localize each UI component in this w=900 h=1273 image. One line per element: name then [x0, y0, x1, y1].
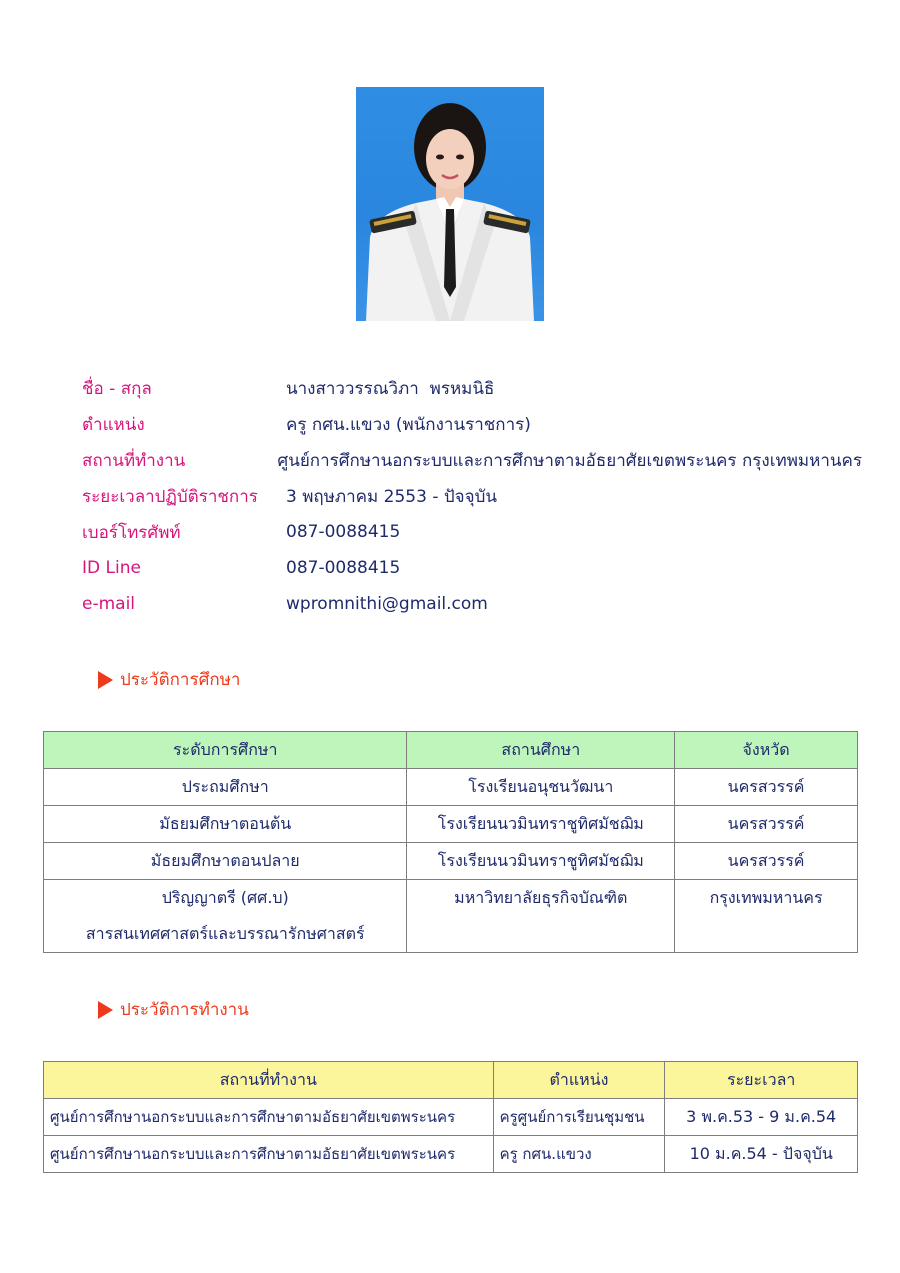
education-school: โรงเรียนนวมินทราชูทิศมัชฌิม [407, 843, 675, 880]
info-row-line-id [82, 550, 862, 586]
work-place: ศูนย์การศึกษานอกระบบและการศึกษาตามอัธยาศัยเขตพระนคร [44, 1136, 494, 1173]
education-level: มัธยมศึกษาตอนปลาย [44, 843, 407, 880]
position-value: ครู กศน.แขวง (พนักงานราชการ) [286, 414, 531, 435]
work-place: ศูนย์การศึกษานอกระบบและการศึกษาตามอัธยาศัยเขตพระนคร [44, 1099, 494, 1136]
info-row-phone [82, 514, 862, 550]
work-heading [98, 996, 249, 1023]
table-row [44, 806, 858, 843]
triangle-bullet-icon [98, 671, 113, 689]
position-label: ตำแหน่ง [82, 414, 145, 435]
education-table [43, 731, 858, 953]
education-level: มัธยมศึกษาตอนต้น [44, 806, 407, 843]
work-position: ครู กศน.แขวง [493, 1136, 665, 1173]
education-province: นครสวรรค์ [675, 806, 858, 843]
workplace-value: ศูนย์การศึกษานอกระบบและการศึกษาตามอัธยาศัยเขตพระนคร กรุงเทพมหานคร [277, 450, 862, 471]
workplace-label: สถานที่ทำงาน [82, 450, 186, 471]
education-province: นครสวรรค์ [675, 843, 858, 880]
info-row-service-period [82, 478, 862, 514]
profile-info [82, 370, 862, 622]
table-row [44, 1136, 858, 1173]
table-row [44, 880, 858, 953]
degree-major: สารสนเทศศาสตร์และบรรณารักษศาสตร์ [85, 924, 365, 943]
line-id-label: ID Line [82, 558, 141, 578]
work-position: ครูศูนย์การเรียนชุมชน [493, 1099, 665, 1136]
profile-photo [356, 87, 544, 321]
education-school: มหาวิทยาลัยธุรกิจบัณฑิต [407, 880, 675, 953]
table-row [44, 769, 858, 806]
column-header: ระดับการศึกษา [44, 732, 407, 769]
info-row-name [82, 370, 862, 406]
triangle-bullet-icon [98, 1001, 113, 1019]
education-level: ประถมศึกษา [44, 769, 407, 806]
work-heading-text: ประวัติการทำงาน [120, 1000, 249, 1020]
work-table [43, 1061, 858, 1173]
info-row-position [82, 406, 862, 442]
education-school: โรงเรียนอนุชนวัฒนา [407, 769, 675, 806]
column-header: สถานที่ทำงาน [44, 1062, 494, 1099]
education-province: กรุงเทพมหานคร [675, 880, 858, 953]
column-header: ตำแหน่ง [493, 1062, 665, 1099]
education-heading-text: ประวัติการศึกษา [120, 670, 241, 690]
education-province: นครสวรรค์ [675, 769, 858, 806]
table-header-row [44, 732, 858, 769]
education-level [44, 880, 407, 953]
table-row [44, 1099, 858, 1136]
column-header: สถานศึกษา [407, 732, 675, 769]
info-row-email [82, 586, 862, 622]
column-header: จังหวัด [675, 732, 858, 769]
column-header: ระยะเวลา [665, 1062, 858, 1099]
education-school: โรงเรียนนวมินทราชูทิศมัชฌิม [407, 806, 675, 843]
education-heading [98, 666, 240, 693]
line-id-value: 087-0088415 [286, 558, 401, 578]
phone-value: 087-0088415 [286, 522, 401, 542]
service-period-label: ระยะเวลาปฏิบัติราชการ [82, 486, 258, 507]
work-period: 3 พ.ค.53 - 9 ม.ค.54 [665, 1099, 858, 1136]
portrait-image [356, 87, 544, 321]
table-header-row [44, 1062, 858, 1099]
email-value: wpromnithi@gmail.com [286, 594, 488, 614]
work-period: 10 ม.ค.54 - ปัจจุบัน [665, 1136, 858, 1173]
name-label: ชื่อ - สกุล [82, 378, 152, 399]
table-row [44, 843, 858, 880]
phone-label: เบอร์โทรศัพท์ [82, 522, 181, 543]
service-period-value: 3 พฤษภาคม 2553 - ปัจจุบัน [286, 486, 497, 507]
name-value: นางสาววรรณวิภา พรหมนิธิ [286, 378, 495, 399]
degree-name: ปริญญาตรี (ศศ.บ) [161, 888, 289, 907]
email-label: e-mail [82, 594, 136, 614]
info-row-workplace [82, 442, 862, 478]
